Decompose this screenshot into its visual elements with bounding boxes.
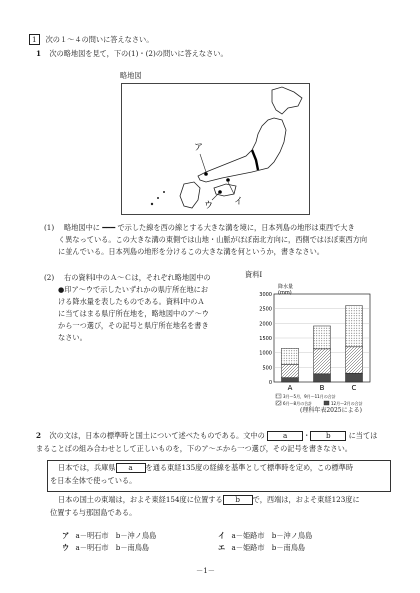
part-2-number: (2)	[44, 273, 55, 282]
page-number: －1－	[196, 566, 215, 575]
city-dot-i	[226, 178, 230, 182]
honshu	[198, 118, 286, 182]
y-tick-label: 0	[268, 380, 272, 386]
city-dot-a	[204, 172, 208, 176]
y-tick-label: 2000	[259, 321, 272, 328]
legend-label: 3月～5月，9月～11月の合計	[283, 394, 336, 399]
japan-map-drawing	[122, 84, 309, 214]
y-tick-label: 1500	[259, 336, 272, 342]
bar-B-0	[314, 374, 331, 382]
bar-A-1	[282, 364, 299, 377]
hokkaido	[272, 87, 302, 114]
legend-label: 6月～8月の合計	[283, 401, 313, 406]
part-1-line-2: く異なっている。この大きな溝の東側では山地・山脈がほぼ南北方向に，西側ではほぼ東西方向	[58, 235, 368, 244]
subquestion-1-number: 1	[36, 49, 42, 58]
bar-B-2	[314, 326, 331, 349]
part-1-number: (1)	[44, 223, 55, 232]
nansei-islands	[151, 203, 153, 205]
choice-u-text: a－明石市 b－南鳥島	[75, 543, 150, 552]
subquestion-1	[36, 49, 228, 59]
box-line-1	[58, 463, 353, 473]
question-2	[36, 431, 377, 441]
part-1	[44, 223, 54, 233]
box-line-2: を日本全体で使っている。	[50, 476, 137, 485]
subquestion-1-text: 次の略地図を見て，下の(1)・(2)の問いに答えなさい。	[49, 49, 228, 58]
bar-A-2	[282, 348, 299, 364]
choice-a-text: a－明石市 b－沖ノ鳥島	[75, 531, 157, 540]
blank-b: b	[310, 431, 346, 441]
kyushu	[180, 182, 200, 208]
shikoku	[214, 184, 236, 196]
map-label-i: イ	[234, 197, 244, 207]
legend-swatch	[324, 401, 329, 405]
bar-C-2	[346, 306, 363, 347]
part-2-line-1: 右の資料Ⅰ中のＡ～Ｃは，それぞれ略地図中の	[64, 273, 211, 282]
bar-C-1	[346, 347, 363, 373]
map-label-u: ウ	[204, 201, 214, 211]
choice-a-mark: ア	[62, 531, 70, 540]
question-1-instruction: 次の１～４の問いに答えなさい。	[45, 35, 154, 44]
question-2-text-a: 次の文は，日本の標準時と国土について述べたものである。文中の	[49, 431, 265, 440]
part-2-line-4: に当てはまる県庁所在地を，略地図中のア～ウ	[58, 309, 209, 318]
y-tick-label: 500	[262, 365, 272, 372]
x-tick-label: A	[287, 384, 293, 392]
x-tick-label: C	[351, 384, 357, 392]
question-1-header	[29, 34, 153, 45]
bar-C-0	[346, 373, 363, 382]
y-axis-label: (mm)	[278, 290, 292, 296]
box-line-3-b: で，西端は，およそ東経123度に	[252, 495, 360, 504]
legend-swatch	[276, 394, 281, 398]
bar-A-0	[282, 378, 299, 382]
part-1-line-1: 略地図中に ━━━ で示した線を西の線とする大きな溝を境に，日本列島の地形は東西で大き	[64, 223, 355, 232]
chart-title: 資料Ⅰ	[245, 270, 263, 279]
y-tick-label: 2500	[259, 306, 272, 313]
box-blank-b: b	[223, 495, 253, 505]
choice-u	[62, 543, 149, 553]
legend-label: 12月～2月の合計	[331, 401, 363, 406]
question-number-box: 1	[29, 34, 40, 45]
y-axis-label: 降水量	[278, 284, 294, 290]
blank-a: a	[267, 431, 303, 441]
choice-a	[62, 531, 156, 541]
question-2-text-b: に当ては	[348, 431, 378, 440]
y-tick-label: 1000	[259, 350, 272, 357]
separator: ・	[303, 431, 311, 440]
choice-e	[218, 543, 305, 553]
choice-i	[218, 531, 312, 541]
choice-i-mark: イ	[218, 531, 226, 540]
precipitation-chart	[248, 282, 378, 406]
part-2-line-2: ●印ア～ウで示したいずれかの県庁所在地にお	[58, 285, 209, 294]
choice-e-text: a－姫路市 b－南鳥島	[231, 543, 306, 552]
bar-B-1	[314, 349, 331, 374]
choice-i-text: a－姫路市 b－沖ノ鳥島	[231, 531, 313, 540]
part-2-line-5: から一つ選び，その記号と県庁所在地名を書き	[58, 321, 209, 330]
map-title: 略地図	[120, 71, 142, 80]
box-line-3-a: 日本の国土の東端は，およそ東経154度に位置する	[58, 495, 223, 504]
box-blank-a: a	[116, 463, 146, 473]
part-1-line-3: に並んでいる。日本列島の地形を分けるこの大きな溝を何というか，書きなさい。	[58, 247, 324, 256]
box-line-3	[58, 495, 360, 505]
box-line-1-a: 日本では，兵庫県	[58, 463, 116, 472]
choice-u-mark: ウ	[62, 543, 70, 552]
x-tick-label: B	[319, 384, 325, 392]
question-2-number: 2	[36, 431, 42, 440]
y-tick-label: 3000	[259, 292, 272, 298]
sketch-map	[121, 83, 310, 215]
box-line-4: 位置する与那国島である。	[50, 508, 137, 517]
choice-e-mark: エ	[218, 543, 226, 552]
map-label-a: ア	[194, 143, 204, 153]
box-line-1-b: を通る東経135度の経線を基準として標準時を定め，この標準時	[145, 463, 354, 472]
part-2-line-6: なさい。	[58, 333, 87, 342]
part-2-line-3: ける降水量を表したものである。資料Ⅰ中のＡ	[58, 297, 205, 306]
question-2-line-2: まることばの組み合わせとして正しいものを，下のア～エから一つ選び，その記号を書きなさい。	[36, 444, 352, 453]
legend-swatch	[276, 401, 281, 405]
chart-source: (理科年表2025による)	[300, 407, 362, 414]
